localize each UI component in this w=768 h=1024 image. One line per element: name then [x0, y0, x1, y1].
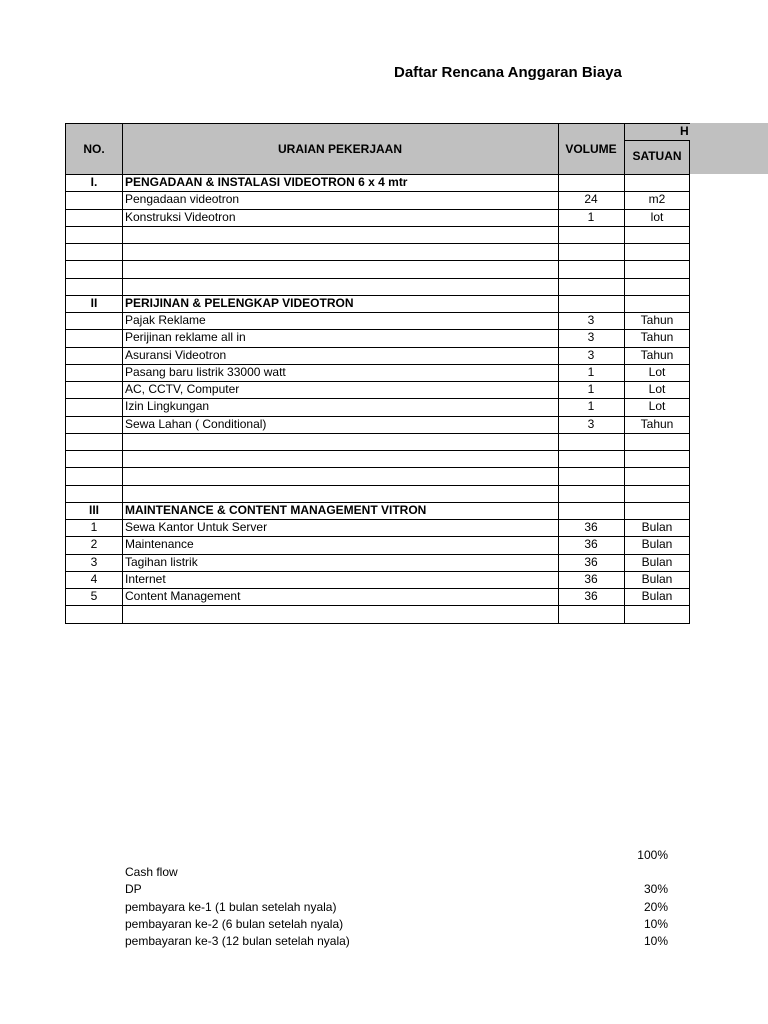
row-divider: [65, 605, 690, 606]
row-divider: [65, 278, 690, 279]
row-number: II: [90, 296, 98, 310]
row-number: 2: [90, 537, 98, 551]
row-description: MAINTENANCE & CONTENT MANAGEMENT VITRON: [125, 503, 427, 517]
cashflow-heading: Cash flow: [125, 865, 178, 879]
row-divider: [65, 467, 690, 468]
row-volume: 1: [587, 399, 595, 413]
row-divider: [65, 243, 690, 244]
row-description: Izin Lingkungan: [125, 399, 210, 413]
cashflow-item-label: DP: [125, 882, 142, 896]
row-number: 4: [90, 572, 98, 586]
row-unit: Lot: [648, 365, 666, 379]
row-description: Tagihan listrik: [125, 555, 198, 569]
column-divider: [689, 140, 690, 624]
header-subdivider: [624, 140, 690, 141]
row-volume: 1: [587, 210, 595, 224]
cashflow-item-percent: 30%: [643, 882, 668, 896]
row-divider: [65, 450, 690, 451]
row-unit: Tahun: [640, 417, 674, 431]
cashflow-total-percent: 100%: [637, 848, 668, 862]
row-description: PENGADAAN & INSTALASI VIDEOTRON 6 x 4 mtr: [125, 175, 408, 189]
header-price-group: H: [680, 124, 689, 138]
row-unit: Bulan: [641, 537, 673, 551]
row-unit: Bulan: [641, 589, 673, 603]
row-description: Sewa Lahan ( Conditional): [125, 417, 267, 431]
row-description: Maintenance: [125, 537, 194, 551]
row-unit: m2: [648, 192, 666, 206]
row-volume: 3: [587, 348, 595, 362]
row-description: Pajak Reklame: [125, 313, 206, 327]
cashflow-item-label: pembayaran ke-2 (6 bulan setelah nyala): [125, 917, 344, 931]
row-description: Sewa Kantor Untuk Server: [125, 520, 268, 534]
row-description: Content Management: [125, 589, 241, 603]
header-description: URAIAN PEKERJAAN: [277, 141, 402, 156]
cashflow-item-label: pembayara ke-1 (1 bulan setelah nyala): [125, 900, 337, 914]
cashflow-item-label: pembayaran ke-3 (12 bulan setelah nyala): [125, 934, 350, 948]
column-divider: [122, 123, 123, 624]
row-description: Konstruksi Videotron: [125, 210, 236, 224]
row-divider: [65, 433, 690, 434]
cashflow-item-percent: 10%: [643, 917, 668, 931]
row-divider: [65, 485, 690, 486]
row-volume: 36: [584, 589, 598, 603]
cashflow-item-percent: 20%: [643, 900, 668, 914]
table-border-top: [65, 123, 690, 124]
row-description: Pasang baru listrik 33000 watt: [125, 365, 286, 379]
row-volume: 36: [584, 572, 598, 586]
header-volume: VOLUME: [565, 141, 617, 156]
row-volume: 3: [587, 313, 595, 327]
row-volume: 24: [584, 192, 598, 206]
row-unit: Tahun: [640, 330, 674, 344]
row-number: 1: [90, 520, 98, 534]
row-description: Asuransi Videotron: [125, 348, 227, 362]
row-unit: lot: [650, 210, 664, 224]
row-description: PERIJINAN & PELENGKAP VIDEOTRON: [125, 296, 354, 310]
row-volume: 36: [584, 555, 598, 569]
row-description: Pengadaan videotron: [125, 192, 240, 206]
row-volume: 3: [587, 330, 595, 344]
row-unit: Tahun: [640, 313, 674, 327]
row-description: AC, CCTV, Computer: [125, 382, 240, 396]
row-divider: [65, 260, 690, 261]
row-divider: [65, 623, 690, 624]
row-number: 5: [90, 589, 98, 603]
row-description: Internet: [125, 572, 166, 586]
row-volume: 36: [584, 537, 598, 551]
row-volume: 1: [587, 382, 595, 396]
row-volume: 1: [587, 365, 595, 379]
document-title: Daftar Rencana Anggaran Biaya: [394, 64, 622, 81]
row-volume: 3: [587, 417, 595, 431]
row-description: Perijinan reklame all in: [125, 330, 246, 344]
header-unit: SATUAN: [632, 149, 682, 163]
row-unit: Lot: [648, 399, 666, 413]
row-volume: 36: [584, 520, 598, 534]
row-unit: Lot: [648, 382, 666, 396]
row-unit: Tahun: [640, 348, 674, 362]
header-no: NO.: [83, 141, 105, 156]
row-unit: Bulan: [641, 555, 673, 569]
row-divider: [65, 226, 690, 227]
row-unit: Bulan: [641, 520, 673, 534]
row-unit: Bulan: [641, 572, 673, 586]
row-number: 3: [90, 555, 98, 569]
row-number: I.: [90, 175, 98, 189]
row-number: III: [88, 503, 99, 517]
cashflow-item-percent: 10%: [643, 934, 668, 948]
header-extension: [689, 123, 768, 174]
